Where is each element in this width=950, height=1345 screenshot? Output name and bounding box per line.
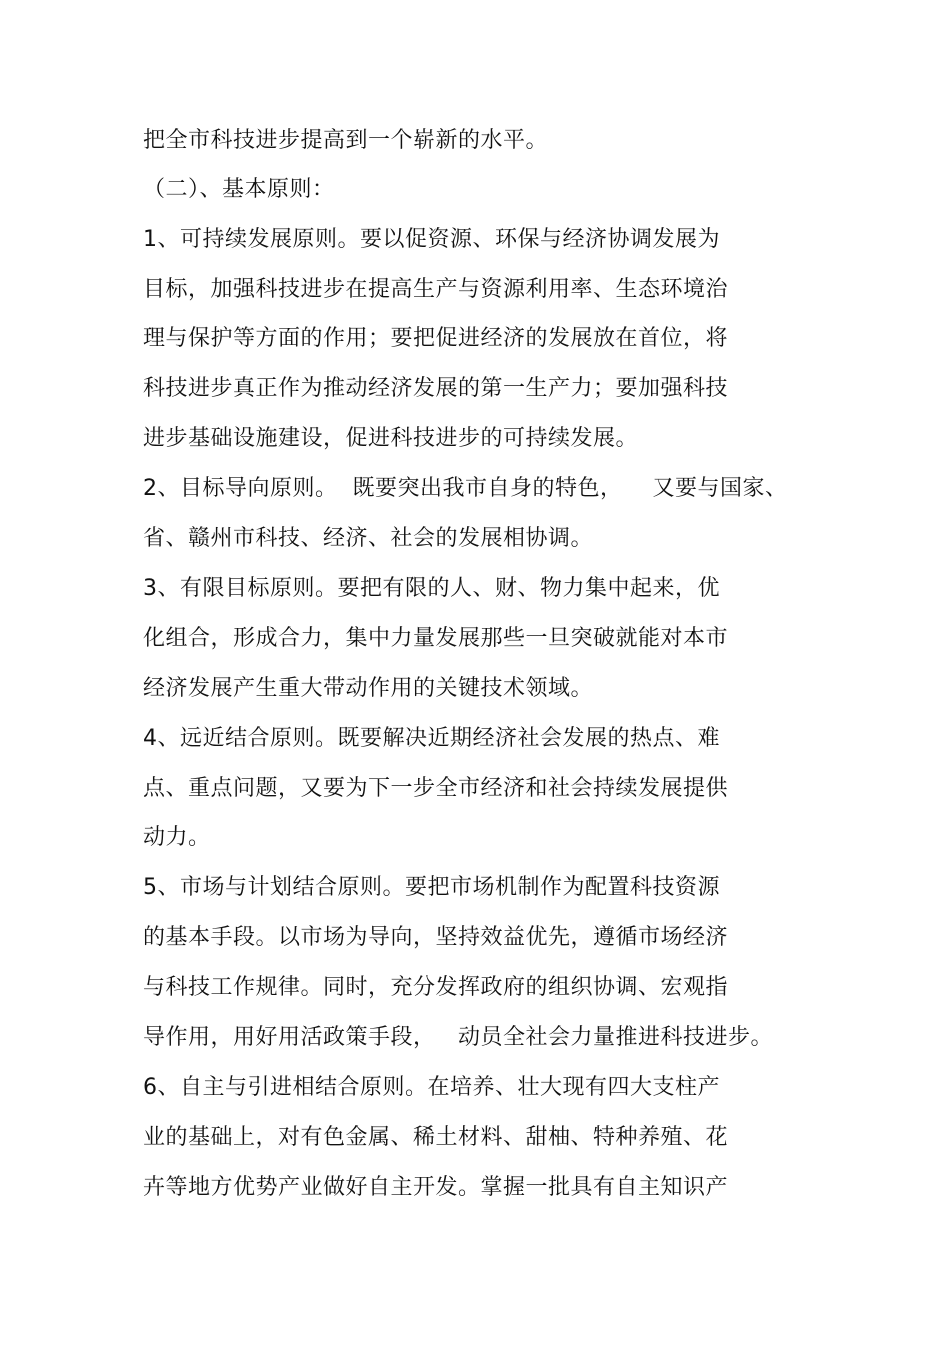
text-line: 理与保护等方面的作用；要把促进经济的发展放在首位，将 bbox=[143, 326, 729, 351]
text-line: 目标，加强科技进步在提高生产与资源利用率、生态环境治 bbox=[143, 277, 729, 302]
text-line: 省、赣州市科技、经济、社会的发展相协调。 bbox=[143, 526, 594, 551]
section-heading: （二）、基本原则： bbox=[143, 177, 335, 202]
text-line: 业的基础上，对有色金属、稀土材料、甜柚、特种养殖、花 bbox=[143, 1125, 729, 1150]
text-line: 点、重点问题，又要为下一步全市经济和社会持续发展提供 bbox=[143, 776, 729, 801]
text-line: 进步基础设施建设，促进科技进步的可持续发展。 bbox=[143, 426, 639, 451]
text-line: 2、目标导向原则。 既要突出我市自身的特色， 又要与国家、 bbox=[143, 476, 788, 501]
text-line: 经济发展产生重大带动作用的关键技术领域。 bbox=[143, 676, 594, 701]
text-line: 化组合，形成合力，集中力量发展那些一旦突破就能对本市 bbox=[143, 626, 729, 651]
text-line: 科技进步真正作为推动经济发展的第一生产力；要加强科技 bbox=[143, 376, 729, 401]
text-line: 6、自主与引进相结合原则。在培养、壮大现有四大支柱产 bbox=[143, 1075, 720, 1100]
text-line: 4、远近结合原则。既要解决近期经济社会发展的热点、难 bbox=[143, 726, 720, 751]
text-line: 动力。 bbox=[143, 825, 211, 850]
text-line: 1、可持续发展原则。要以促资源、环保与经济协调发展为 bbox=[143, 227, 720, 252]
text-line: 卉等地方优势产业做好自主开发。掌握一批具有自主知识产 bbox=[143, 1175, 729, 1200]
text-line: 与科技工作规律。同时，充分发挥政府的组织协调、宏观指 bbox=[143, 975, 729, 1000]
text-line: 导作用，用好用活政策手段， 动员全社会力量推进科技进步。 bbox=[143, 1025, 773, 1050]
text-line: 5、市场与计划结合原则。要把市场机制作为配置科技资源 bbox=[143, 875, 720, 900]
text-line: 把全市科技进步提高到一个崭新的水平。 bbox=[143, 128, 549, 153]
text-line: 的基本手段。以市场为导向，坚持效益优先，遵循市场经济 bbox=[143, 925, 729, 950]
text-line: 3、有限目标原则。要把有限的人、财、物力集中起来，优 bbox=[143, 576, 720, 601]
